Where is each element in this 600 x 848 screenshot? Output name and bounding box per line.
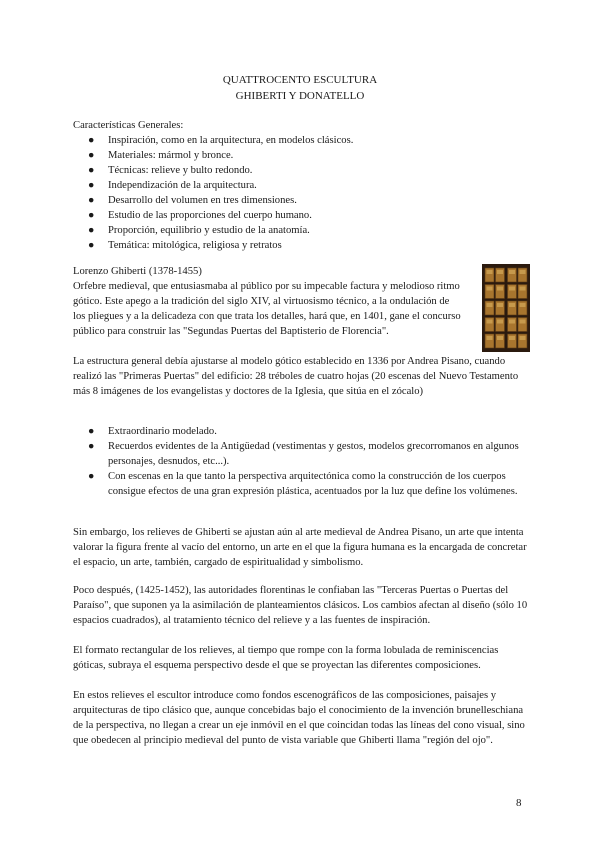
- title-line-1: QUATTROCENTO ESCULTURA: [222, 74, 378, 86]
- title-line-2: GHIBERTI Y DONATELLO: [235, 90, 365, 102]
- list-item: ● Proporción, equilibrio y estudio de la anatomía.: [88, 225, 310, 236]
- poco-despues-section: [73, 583, 528, 628]
- bullet-icon: ●: [88, 441, 95, 452]
- list-item: ● Recuerdos evidentes de la Antigüedad (vestimentas y gestos, modelos grecorromanos en algunos personajes, desnudos, etc...).: [88, 441, 519, 467]
- page-number: 8: [516, 797, 522, 809]
- bullet-icon: ●: [88, 180, 95, 191]
- list-item: ● Independización de la arquitectura.: [88, 180, 257, 191]
- door-panel-highlight: [497, 270, 503, 274]
- formato-paragraph: El formato rectangular de los relieves, al tiempo que rompe con la forma lobulada de reminiscencias góticas, subraya el esquema perspectivo desde el que se proyectan las diferentes composiciones.: [73, 645, 499, 671]
- list-item: ● Estudio de las proporciones del cuerpo humano.: [88, 210, 312, 221]
- list-item: ● Con escenas en la que tanto la perspectiva arquitectónica como la construcción de los cuerpos consigue efectos de una gran expresión plástica, acentuados por la luz que define los volúmenes.: [88, 471, 518, 497]
- general-list: [73, 133, 528, 253]
- door-panel-highlight: [497, 303, 503, 307]
- door-panels: [485, 264, 527, 352]
- list-item: ● Materiales: mármol y bronce.: [88, 150, 234, 161]
- door-panel-highlight: [487, 287, 493, 291]
- sin-embargo-paragraph: Sin embargo, los relieves de Ghiberti se ajustan aún al arte medieval de Andrea Pisano, un arte que intenta valorar la figura frente al vacío del entorno, un arte en el que la figura humana es la encargada de concretar el espacio, un arte, también, cargado de espiritualidad y simbolismo.: [73, 527, 527, 568]
- bullet-icon: ●: [88, 225, 95, 236]
- door-panel-highlight: [487, 303, 493, 307]
- door-panel-highlight: [497, 336, 503, 340]
- general-characteristics-section: [73, 118, 528, 253]
- poco-despues-paragraph: Poco después, (1425-1452), las autoridades florentinas le confiaban las "Terceras Puertas o Puertas del Paraíso", que suponen ya la asimilación de planteamientos clásicos. Los cambios afectan al diseño (sólo 10 espacios cuadrados), al tratamiento técnico del relieve y a las fuentes de inspiración.: [73, 585, 528, 626]
- door-panel-highlight: [520, 320, 526, 324]
- door-panel-highlight: [509, 320, 515, 324]
- door-panel-highlight: [487, 336, 493, 340]
- formato-section: [73, 643, 528, 673]
- ghiberti-intro-section: [73, 264, 463, 339]
- door-panel-highlight: [520, 336, 526, 340]
- list-item: ● Inspiración, como en la arquitectura, en modelos clásicos.: [88, 135, 354, 146]
- features-section: [73, 424, 528, 499]
- sin-embargo-section: [73, 525, 528, 570]
- escenografia-section: [73, 688, 528, 748]
- list-item: ● Extraordinario modelado.: [88, 426, 217, 437]
- list-item: ● Desarrollo del volumen en tres dimensiones.: [88, 195, 297, 206]
- bronze-door-image: [482, 264, 530, 352]
- bullet-icon: ●: [88, 135, 95, 146]
- door-panel-highlight: [520, 287, 526, 291]
- bullet-icon: ●: [88, 165, 95, 176]
- list-item: ● Técnicas: relieve y bulto redondo.: [88, 165, 253, 176]
- door-panel-highlight: [509, 336, 515, 340]
- bullet-icon: ●: [88, 471, 95, 482]
- features-list: [73, 424, 528, 499]
- list-item: ● Temática: mitológica, religiosa y retratos: [88, 240, 282, 251]
- door-panel-highlight: [487, 320, 493, 324]
- door-panel-highlight: [520, 270, 526, 274]
- door-panel-highlight: [509, 270, 515, 274]
- ghiberti-intro-paragraph: Orfebre medieval, que entusiasmaba al público por su impecable factura y melodioso ritmo gótico. Este apego a la tradición del siglo XIV, al virtuosismo técnico, a la ondulación de los pliegues y a la delicadeza con que trata los detalles, hará que, en 1401, gane el concurso público para construir las "Segundas Puertas del Baptisterio de Florencia".: [73, 281, 461, 337]
- door-panel-highlight: [487, 270, 493, 274]
- general-heading: Características Generales:: [73, 120, 184, 131]
- escenografia-paragraph: En estos relieves el escultor introduce como fondos escenográficos de las composiciones, paisajes y arquitecturas de tipo clásico que, aunque concebidas bajo el conocimiento de la invención brunelleschiana de la perspectiva, no llegan a crear un eje inmóvil en el que coincidan todas las líneas del cono visual, sino que obedecen al principio medieval del punto de vista variable que Ghiberti llama "región del ojo".: [73, 690, 525, 746]
- bullet-icon: ●: [88, 240, 95, 251]
- bullet-icon: ●: [88, 210, 95, 221]
- door-panel-highlight: [497, 320, 503, 324]
- bullet-icon: ●: [88, 150, 95, 161]
- bullet-icon: ●: [88, 426, 95, 437]
- document-title: [0, 72, 600, 104]
- door-panel-highlight: [497, 287, 503, 291]
- ghiberti-heading: Lorenzo Ghiberti (1378-1455): [73, 266, 202, 277]
- bullet-icon: ●: [88, 195, 95, 206]
- structure-paragraph: La estructura general debía ajustarse al modelo gótico establecido en 1336 por Andrea Pisano, cuando realizó las "Primeras Puertas" del edificio: 28 tréboles de cuatro hojas (20 escenas del Nuevo Testamento más 8 imágenes de los evangelistas y doctores de la Iglesia, que sitúa en el zócalo): [73, 356, 519, 397]
- door-panel-highlight: [509, 303, 515, 307]
- door-panel-highlight: [520, 303, 526, 307]
- structure-paragraph-section: [73, 354, 528, 399]
- door-panel-highlight: [509, 287, 515, 291]
